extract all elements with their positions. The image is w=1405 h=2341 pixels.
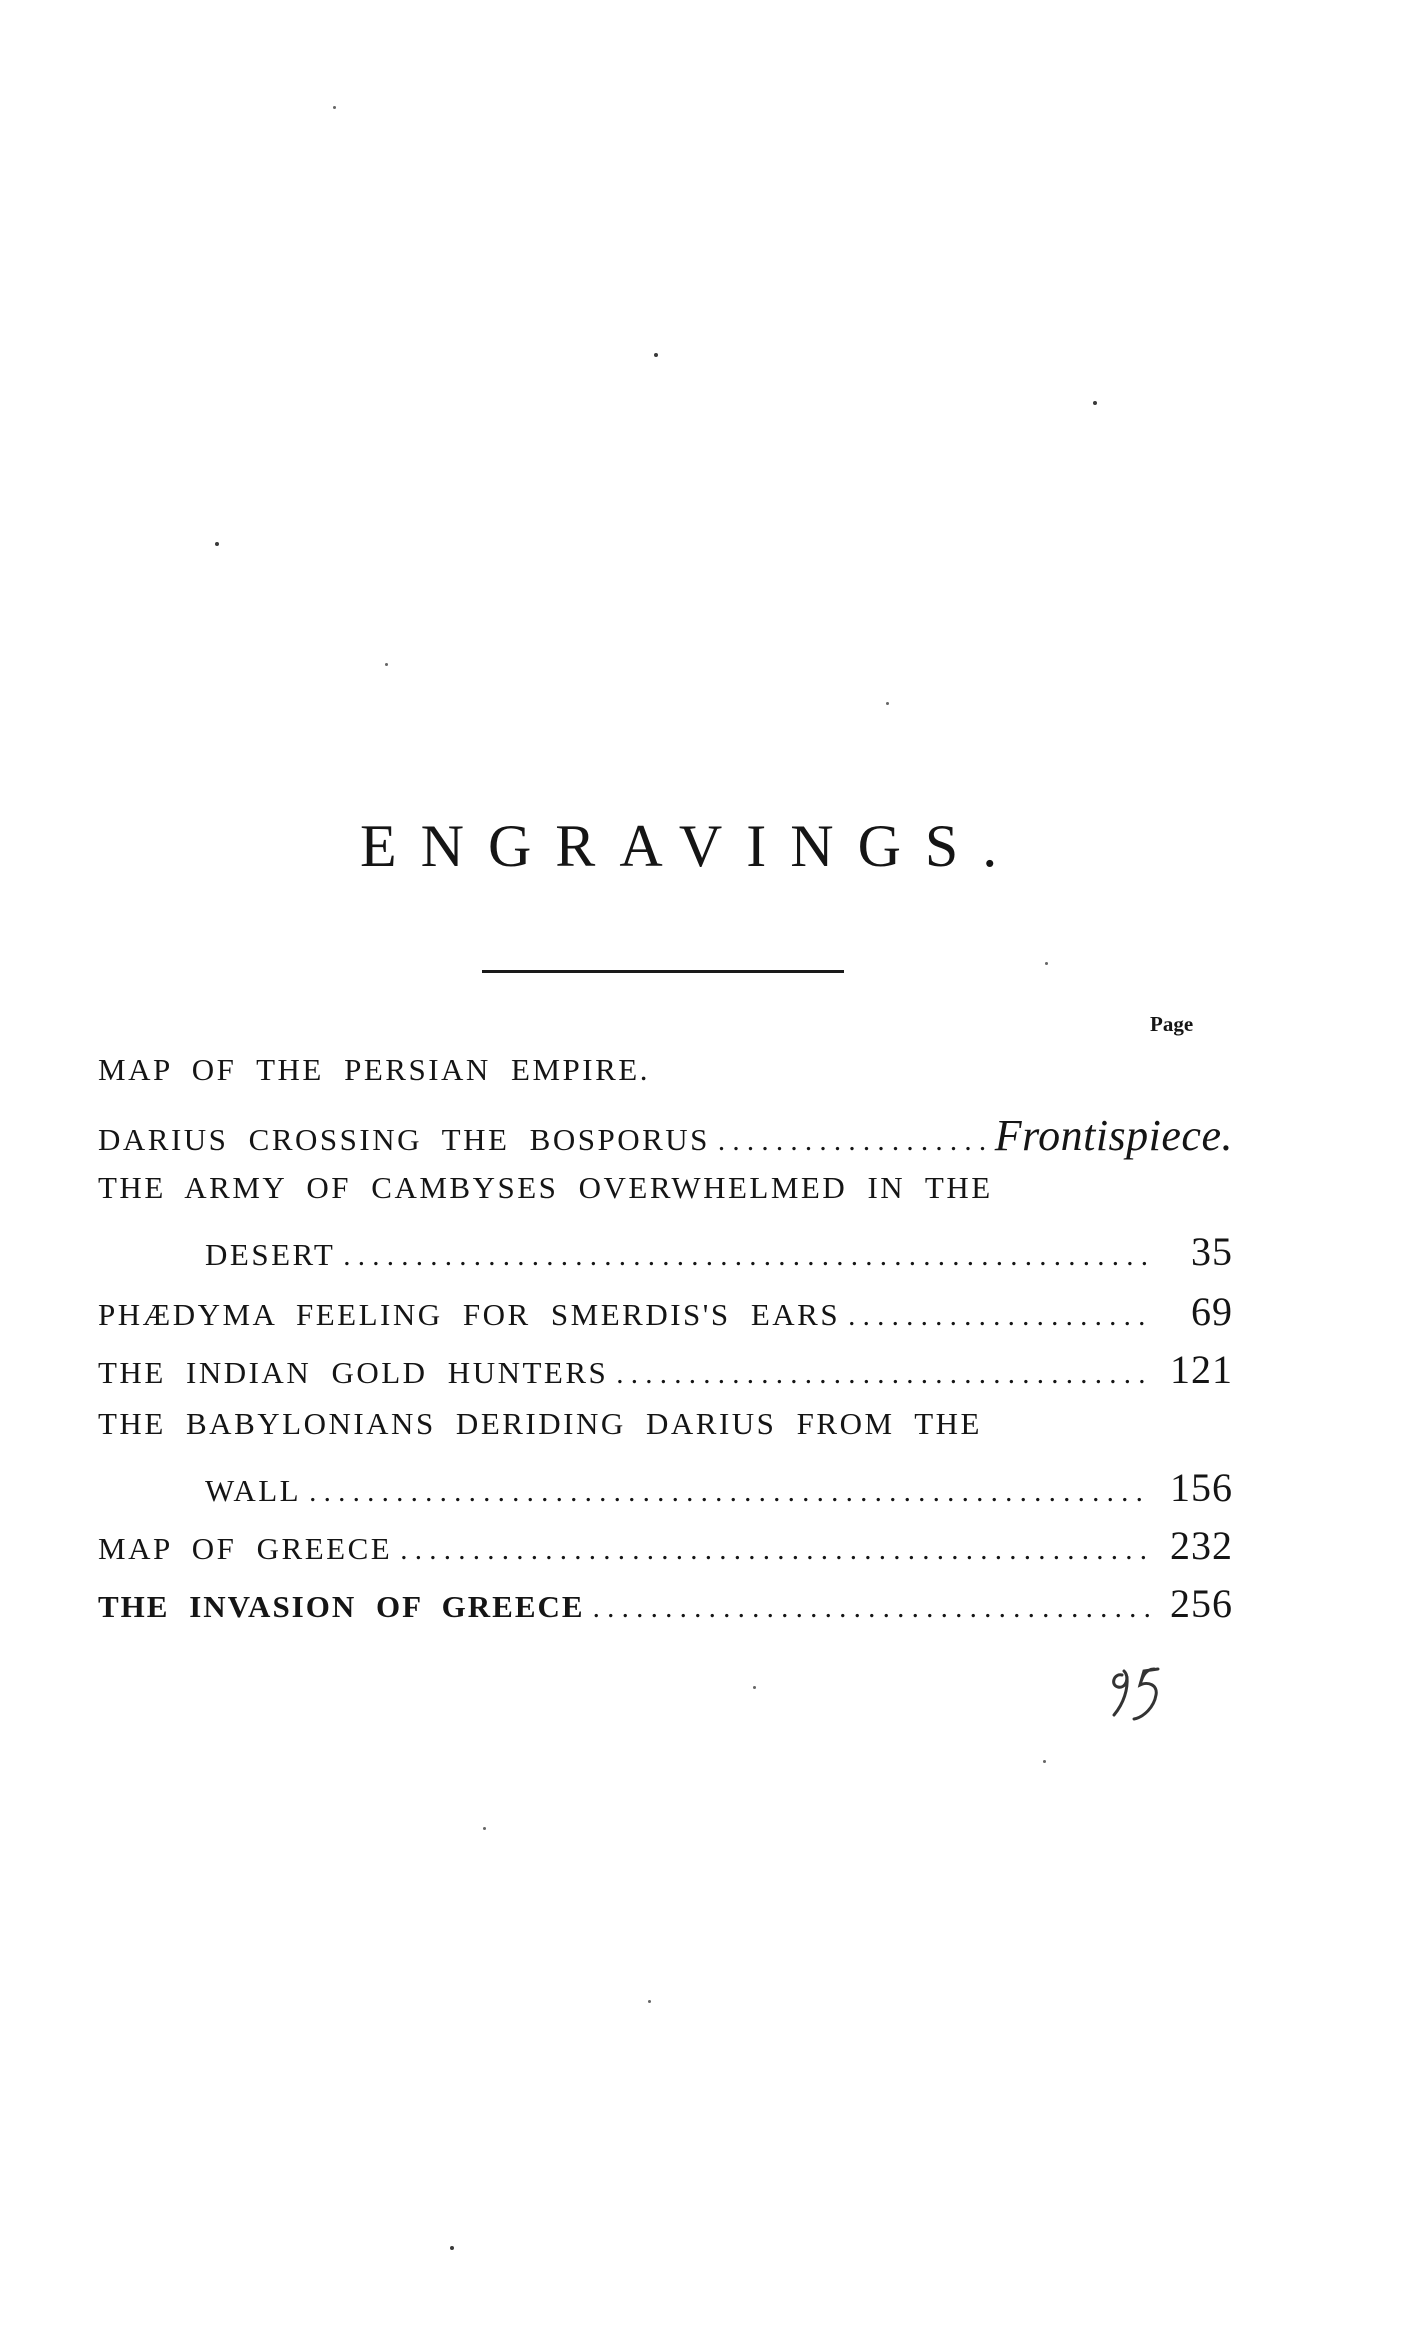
list-item	[98, 1288, 1233, 1342]
list-item	[98, 1346, 1233, 1400]
page-speck	[450, 2246, 454, 2250]
dot-leader	[848, 1300, 1149, 1333]
page-speck	[1093, 401, 1097, 405]
entry-title: PHÆDYMA FEELING FOR SMERDIS'S EARS	[98, 1297, 841, 1332]
list-item	[205, 1228, 1233, 1282]
page-speck	[654, 353, 658, 357]
page-speck	[1045, 962, 1048, 965]
entry-page: 69	[1191, 1289, 1233, 1334]
entry-page: 156	[1170, 1465, 1233, 1510]
page-speck	[483, 1827, 486, 1830]
title-divider	[482, 970, 844, 973]
entry-page: 256	[1170, 1581, 1233, 1626]
page-column-label: Page	[1150, 1012, 1194, 1036]
list-item	[98, 1522, 1233, 1576]
list-item	[98, 1110, 1233, 1164]
page-speck	[385, 663, 388, 666]
page-speck	[1043, 1760, 1046, 1763]
page-title: ENGRAVINGS.	[360, 813, 1022, 879]
dot-leader	[343, 1240, 1149, 1273]
entry-title: THE INVASION OF GREECE	[98, 1589, 585, 1624]
dot-leader	[309, 1476, 1149, 1509]
entry-page: 121	[1170, 1347, 1233, 1392]
dot-leader	[616, 1358, 1149, 1391]
entry-title: THE ARMY OF CAMBYSES OVERWHELMED IN THE	[98, 1170, 993, 1205]
page-speck	[886, 702, 889, 705]
list-item	[98, 1052, 1233, 1106]
entry-title: MAP OF THE PERSIAN EMPIRE.	[98, 1052, 650, 1087]
page-speck	[215, 542, 219, 546]
dot-leader	[718, 1125, 985, 1158]
handwritten-note	[1100, 1655, 1180, 1735]
entry-page: 35	[1191, 1229, 1233, 1274]
entry-title: THE BABYLONIANS DERIDING DARIUS FROM THE	[98, 1406, 982, 1441]
dot-leader	[593, 1592, 1149, 1625]
entry-title: THE INDIAN GOLD HUNTERS	[98, 1355, 609, 1390]
page-speck	[648, 2000, 651, 2003]
entry-title: WALL	[205, 1473, 302, 1508]
entry-page: 232	[1170, 1523, 1233, 1568]
list-item	[98, 1580, 1233, 1634]
entry-title: MAP OF GREECE	[98, 1531, 393, 1566]
list-item	[205, 1464, 1233, 1518]
page-speck	[753, 1686, 756, 1689]
page-speck	[333, 106, 336, 109]
entry-page: Frontispiece.	[994, 1111, 1233, 1160]
entry-title: DARIUS CROSSING THE BOSPORUS	[98, 1122, 710, 1157]
dot-leader	[400, 1534, 1149, 1567]
list-item	[98, 1406, 1233, 1460]
entry-title: DESERT	[205, 1237, 336, 1272]
list-item	[98, 1170, 1233, 1224]
